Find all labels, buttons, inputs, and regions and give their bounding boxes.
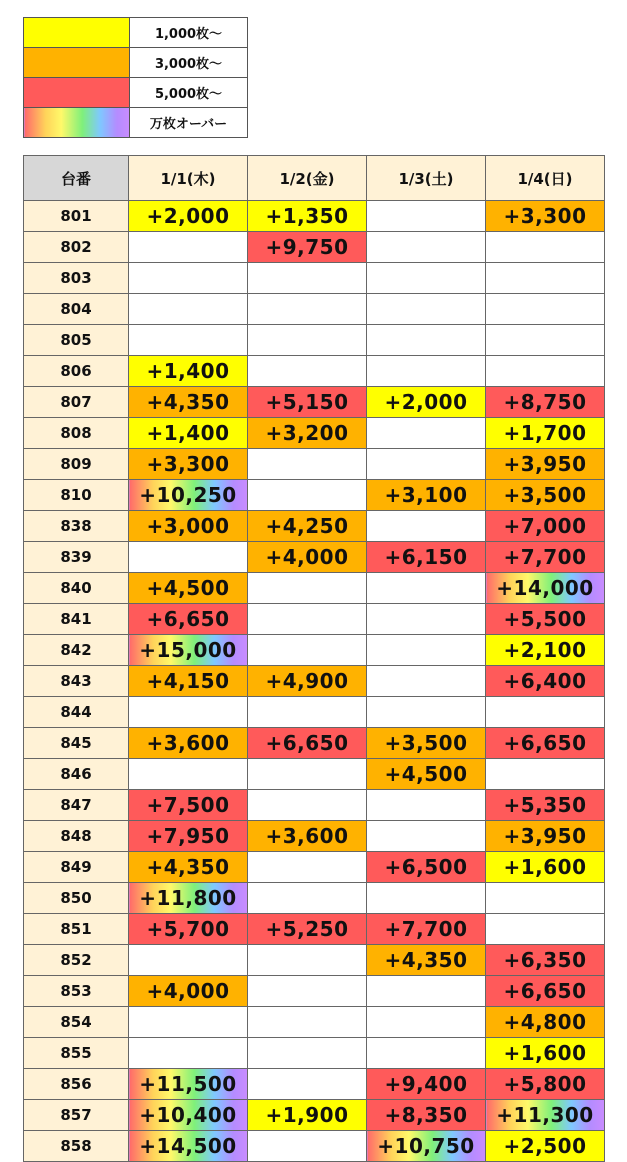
value-cell <box>367 635 486 666</box>
value-cell: +3,950 <box>486 821 605 852</box>
value-cell <box>129 945 248 976</box>
value-cell: +2,100 <box>486 635 605 666</box>
value-cell: +7,000 <box>486 511 605 542</box>
value-cell <box>367 263 486 294</box>
value-cell <box>367 697 486 728</box>
value-cell: +6,650 <box>486 728 605 759</box>
value-cell <box>129 697 248 728</box>
value-cell <box>367 790 486 821</box>
value-cell: +6,650 <box>129 604 248 635</box>
value-cell: +1,700 <box>486 418 605 449</box>
value-cell <box>129 232 248 263</box>
value-cell <box>248 635 367 666</box>
machine-number-cell: 853 <box>24 976 129 1007</box>
table-row <box>24 325 605 356</box>
value-cell <box>367 325 486 356</box>
machine-number-cell: 858 <box>24 1131 129 1162</box>
value-cell: +7,500 <box>129 790 248 821</box>
value-cell <box>367 232 486 263</box>
table-row <box>24 821 605 852</box>
value-cell <box>248 790 367 821</box>
table-row <box>24 604 605 635</box>
value-cell <box>486 697 605 728</box>
value-cell: +4,350 <box>367 945 486 976</box>
machine-number-cell: 801 <box>24 201 129 232</box>
value-cell <box>248 480 367 511</box>
value-cell: +4,500 <box>367 759 486 790</box>
value-cell: +11,500 <box>129 1069 248 1100</box>
value-cell: +1,600 <box>486 1038 605 1069</box>
value-cell <box>248 1131 367 1162</box>
value-cell <box>486 914 605 945</box>
value-cell: +1,600 <box>486 852 605 883</box>
value-cell <box>248 852 367 883</box>
value-cell: +5,800 <box>486 1069 605 1100</box>
value-cell: +3,300 <box>129 449 248 480</box>
legend-row <box>24 78 248 108</box>
table-row <box>24 263 605 294</box>
value-cell: +4,900 <box>248 666 367 697</box>
value-cell: +6,500 <box>367 852 486 883</box>
value-cell <box>486 232 605 263</box>
machine-number-cell: 843 <box>24 666 129 697</box>
table-row <box>24 728 605 759</box>
machine-number-cell: 810 <box>24 480 129 511</box>
value-cell <box>486 883 605 914</box>
value-cell <box>248 263 367 294</box>
legend-swatch <box>24 48 130 78</box>
value-cell: +3,000 <box>129 511 248 542</box>
value-cell <box>248 449 367 480</box>
machine-number-cell: 846 <box>24 759 129 790</box>
value-cell <box>367 604 486 635</box>
value-cell <box>248 294 367 325</box>
machine-number-cell: 805 <box>24 325 129 356</box>
value-cell <box>129 294 248 325</box>
value-cell <box>367 1007 486 1038</box>
value-cell: +15,000 <box>129 635 248 666</box>
table-row <box>24 1007 605 1038</box>
value-cell: +4,000 <box>129 976 248 1007</box>
value-cell <box>486 356 605 387</box>
value-cell <box>248 356 367 387</box>
legend-row <box>24 48 248 78</box>
value-cell: +8,350 <box>367 1100 486 1131</box>
table-row <box>24 294 605 325</box>
value-cell: +3,600 <box>129 728 248 759</box>
machine-number-cell: 849 <box>24 852 129 883</box>
machine-number-cell: 803 <box>24 263 129 294</box>
table-row <box>24 356 605 387</box>
table-row <box>24 945 605 976</box>
value-cell: +3,500 <box>367 728 486 759</box>
value-cell <box>367 201 486 232</box>
value-cell: +4,500 <box>129 573 248 604</box>
value-cell: +7,700 <box>367 914 486 945</box>
value-cell: +6,150 <box>367 542 486 573</box>
table-row <box>24 852 605 883</box>
machine-number-cell: 847 <box>24 790 129 821</box>
machine-number-cell: 807 <box>24 387 129 418</box>
value-cell: +6,650 <box>248 728 367 759</box>
table-row <box>24 418 605 449</box>
machine-number-cell: 845 <box>24 728 129 759</box>
legend-label: 万枚オーバー <box>130 108 248 138</box>
value-cell <box>367 1038 486 1069</box>
value-cell <box>367 976 486 1007</box>
value-cell <box>248 604 367 635</box>
value-cell: +1,350 <box>248 201 367 232</box>
value-cell: +9,400 <box>367 1069 486 1100</box>
value-cell <box>129 1038 248 1069</box>
machine-number-cell: 854 <box>24 1007 129 1038</box>
table-row <box>24 914 605 945</box>
table-row <box>24 635 605 666</box>
value-cell <box>248 945 367 976</box>
table-row <box>24 449 605 480</box>
value-cell: +3,600 <box>248 821 367 852</box>
table-row <box>24 883 605 914</box>
table-row <box>24 201 605 232</box>
value-cell: +7,950 <box>129 821 248 852</box>
value-cell: +10,750 <box>367 1131 486 1162</box>
value-cell <box>248 325 367 356</box>
value-cell: +11,800 <box>129 883 248 914</box>
table-row <box>24 697 605 728</box>
value-cell: +4,250 <box>248 511 367 542</box>
machine-number-cell: 802 <box>24 232 129 263</box>
value-cell: +3,500 <box>486 480 605 511</box>
value-cell <box>367 449 486 480</box>
value-cell: +14,500 <box>129 1131 248 1162</box>
value-cell: +6,350 <box>486 945 605 976</box>
value-cell <box>367 666 486 697</box>
value-cell: +1,400 <box>129 418 248 449</box>
table-row <box>24 511 605 542</box>
machine-number-cell: 841 <box>24 604 129 635</box>
color-legend <box>23 17 248 138</box>
value-cell: +8,750 <box>486 387 605 418</box>
value-cell <box>367 573 486 604</box>
value-cell <box>129 542 248 573</box>
value-cell <box>129 759 248 790</box>
value-cell <box>129 325 248 356</box>
value-cell: +3,200 <box>248 418 367 449</box>
machine-number-cell: 842 <box>24 635 129 666</box>
value-cell <box>248 573 367 604</box>
value-cell <box>367 883 486 914</box>
value-cell: +5,350 <box>486 790 605 821</box>
value-cell: +5,700 <box>129 914 248 945</box>
machine-number-cell: 804 <box>24 294 129 325</box>
value-cell <box>129 1007 248 1038</box>
value-cell <box>367 356 486 387</box>
legend-label: 5,000枚〜 <box>130 78 248 108</box>
value-cell: +6,650 <box>486 976 605 1007</box>
value-cell <box>248 1007 367 1038</box>
legend-label: 1,000枚〜 <box>130 18 248 48</box>
machine-number-cell: 808 <box>24 418 129 449</box>
legend-swatch <box>24 78 130 108</box>
value-cell <box>486 263 605 294</box>
value-cell <box>486 325 605 356</box>
table-row <box>24 759 605 790</box>
legend-swatch <box>24 108 130 138</box>
table-body <box>24 201 605 1162</box>
machine-number-cell: 848 <box>24 821 129 852</box>
value-cell <box>248 883 367 914</box>
value-cell: +4,000 <box>248 542 367 573</box>
header-date: 1/1(木) <box>129 156 248 201</box>
value-cell: +10,400 <box>129 1100 248 1131</box>
table-row <box>24 573 605 604</box>
legend-swatch <box>24 18 130 48</box>
value-cell: +1,400 <box>129 356 248 387</box>
value-cell <box>248 1069 367 1100</box>
value-cell: +1,900 <box>248 1100 367 1131</box>
machine-number-cell: 850 <box>24 883 129 914</box>
header-machine-number: 台番 <box>24 156 129 201</box>
value-cell: +3,100 <box>367 480 486 511</box>
table-row <box>24 1038 605 1069</box>
value-cell <box>367 511 486 542</box>
value-cell: +2,500 <box>486 1131 605 1162</box>
value-cell <box>248 976 367 1007</box>
value-cell: +3,950 <box>486 449 605 480</box>
table-row <box>24 976 605 1007</box>
machine-number-cell: 844 <box>24 697 129 728</box>
value-cell: +10,250 <box>129 480 248 511</box>
table-row <box>24 232 605 263</box>
machine-number-cell: 839 <box>24 542 129 573</box>
machine-number-cell: 838 <box>24 511 129 542</box>
value-cell: +2,000 <box>367 387 486 418</box>
machine-number-cell: 852 <box>24 945 129 976</box>
value-cell: +5,500 <box>486 604 605 635</box>
value-cell: +6,400 <box>486 666 605 697</box>
machine-number-cell: 809 <box>24 449 129 480</box>
machine-number-cell: 857 <box>24 1100 129 1131</box>
header-date: 1/4(日) <box>486 156 605 201</box>
value-cell: +9,750 <box>248 232 367 263</box>
table-row <box>24 1069 605 1100</box>
table-row <box>24 790 605 821</box>
value-cell: +5,250 <box>248 914 367 945</box>
legend-row <box>24 108 248 138</box>
table-row <box>24 1100 605 1131</box>
value-cell <box>367 418 486 449</box>
machine-number-cell: 840 <box>24 573 129 604</box>
value-cell: +4,800 <box>486 1007 605 1038</box>
value-cell: +4,350 <box>129 852 248 883</box>
header-date: 1/3(土) <box>367 156 486 201</box>
results-table <box>23 155 605 1162</box>
value-cell <box>486 294 605 325</box>
value-cell <box>248 697 367 728</box>
value-cell <box>129 263 248 294</box>
machine-number-cell: 806 <box>24 356 129 387</box>
value-cell <box>367 294 486 325</box>
value-cell: +11,300 <box>486 1100 605 1131</box>
value-cell: +5,150 <box>248 387 367 418</box>
value-cell <box>367 821 486 852</box>
header-row <box>24 156 605 201</box>
value-cell: +2,000 <box>129 201 248 232</box>
table-row <box>24 542 605 573</box>
value-cell: +3,300 <box>486 201 605 232</box>
value-cell: +4,150 <box>129 666 248 697</box>
table-header <box>24 156 605 201</box>
value-cell: +7,700 <box>486 542 605 573</box>
value-cell: +4,350 <box>129 387 248 418</box>
value-cell <box>248 759 367 790</box>
header-date: 1/2(金) <box>248 156 367 201</box>
legend-row <box>24 18 248 48</box>
table-row <box>24 666 605 697</box>
machine-number-cell: 851 <box>24 914 129 945</box>
table-row <box>24 387 605 418</box>
value-cell <box>248 1038 367 1069</box>
table-row <box>24 1131 605 1162</box>
value-cell <box>486 759 605 790</box>
machine-number-cell: 855 <box>24 1038 129 1069</box>
legend-label: 3,000枚〜 <box>130 48 248 78</box>
table-row <box>24 480 605 511</box>
value-cell: +14,000 <box>486 573 605 604</box>
machine-number-cell: 856 <box>24 1069 129 1100</box>
